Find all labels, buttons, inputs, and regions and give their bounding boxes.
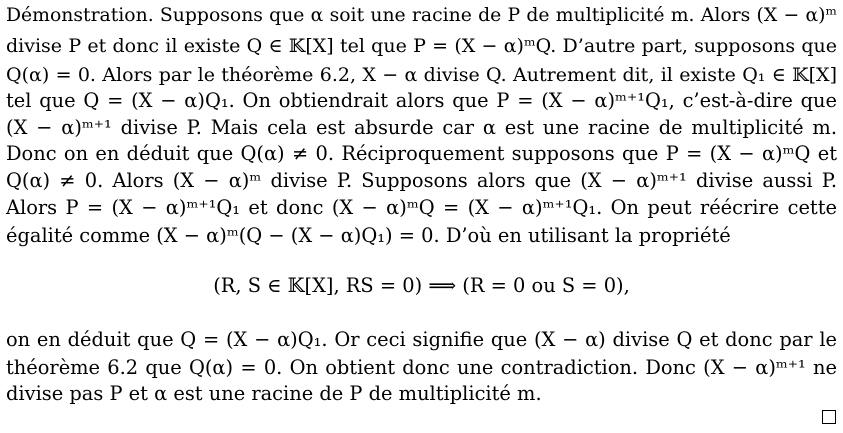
proof-line-9: égalité comme (X − α)ᵐ(Q − (X − α)Q₁) = 0. D’où en utilisant la propriété xyxy=(6,224,731,247)
proof-line-10: on en déduit que Q = (X − α)Q₁. Or ceci signifie que (X − α) divise Q et donc par le xyxy=(6,328,837,351)
display-equation: (R, S ∈ 𝕂[X], RS = 0) ⟹ (R = 0 ou S = 0), xyxy=(213,274,630,297)
proof-line-11: théorème 6.2 que Q(α) = 0. On obtient donc une contradiction. Donc (X − α)ᵐ⁺¹ ne xyxy=(6,356,837,379)
proof-line-5: (X − α)ᵐ⁺¹ divise P. Mais cela est absurde car α est une racine de multiplicité m. xyxy=(6,116,837,139)
proof-line-8: Alors P = (X − α)ᵐ⁺¹Q₁ et donc (X − α)ᵐQ = (X − α)ᵐ⁺¹Q₁. On peut réécrire cette xyxy=(6,196,837,219)
proof-line-12: divise pas P et α est une racine de P de multiplicité m. xyxy=(6,382,542,405)
proof-line-7: Q(α) ≠ 0. Alors (X − α)ᵐ divise P. Supposons alors que (X − α)ᵐ⁺¹ divise aussi P. xyxy=(6,169,837,192)
proof-line-4: tel que Q = (X − α)Q₁. On obtiendrait alors que P = (X − α)ᵐ⁺¹Q₁, c’est-à-dire que xyxy=(6,89,837,112)
proof-line-2: divise P et donc il existe Q ∈ 𝕂[X] tel que P = (X − α)ᵐQ. D’autre part, supposons que xyxy=(6,35,837,57)
proof-line-6: Donc on en déduit que Q(α) ≠ 0. Réciproquement supposons que P = (X − α)ᵐQ et xyxy=(6,142,837,165)
proof-line-3: Q(α) = 0. Alors par le théorème 6.2, X − α divise Q. Autrement dit, il existe Q₁ ∈ 𝕂[X] xyxy=(6,64,837,86)
qed-square-icon xyxy=(822,410,836,424)
proof-line-1: Démonstration. Supposons que α soit une racine de P de multiplicité m. Alors (X − α)ᵐ xyxy=(6,5,837,26)
